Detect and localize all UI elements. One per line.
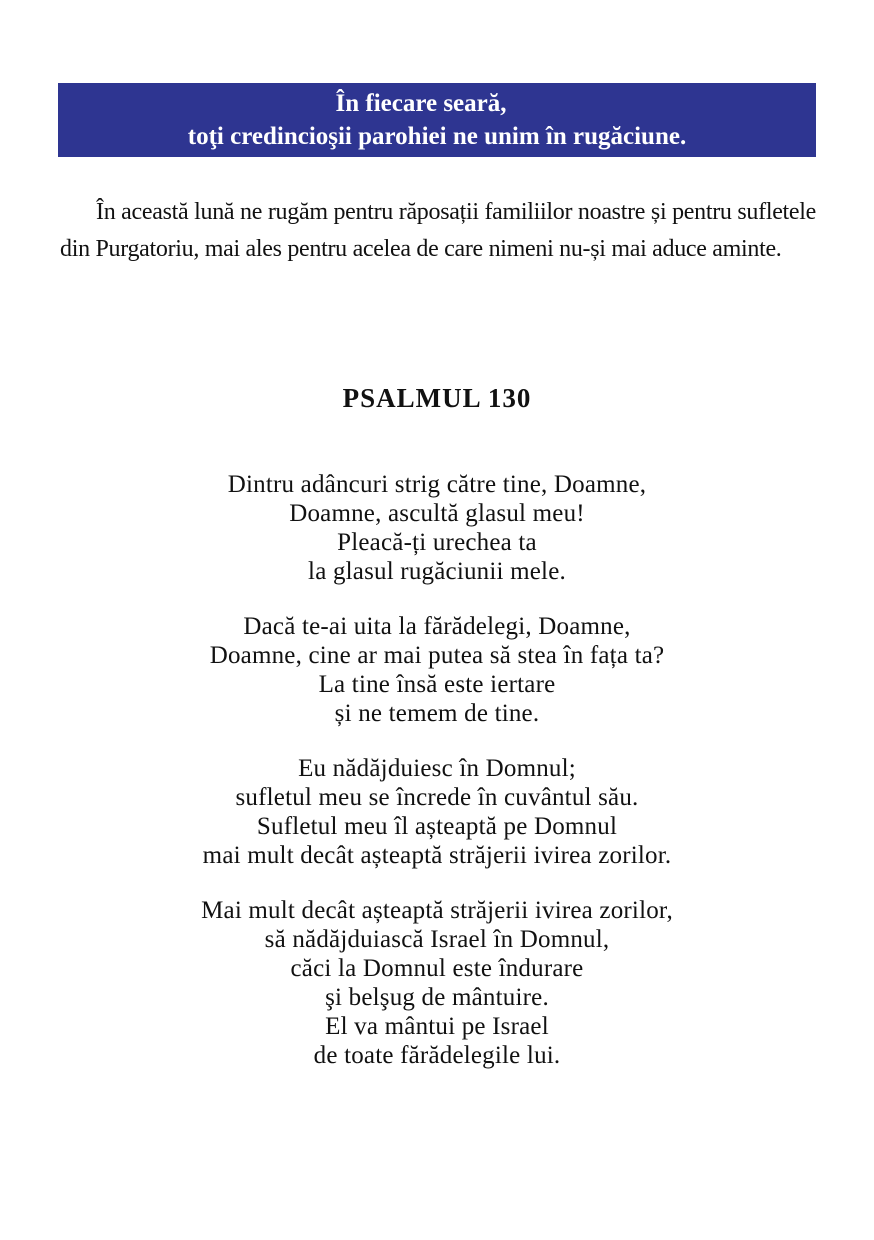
stanza-line: Eu nădăjduiesc în Domnul; <box>298 755 576 782</box>
stanza-line: Sufletul meu îl așteaptă pe Domnul <box>256 813 618 840</box>
stanza-line: de toate fărădelegile lui. <box>313 1042 561 1069</box>
stanza-line: Doamne, ascultă glasul meu! <box>289 500 585 527</box>
psalm-stanza-2 <box>0 612 874 728</box>
stanza-line: Dintru adâncuri strig către tine, Doamne, <box>227 471 647 498</box>
banner-line-2: toţi credincioşii parohiei ne unim în rugăciune. <box>187 123 687 150</box>
intro-paragraph: În această lună ne rugăm pentru răposații familiilor noastre și pentru sufletele din Purgatoriu, mai ales pentru acelea de care nimeni nu-și mai aduce aminte. <box>60 199 816 262</box>
stanza-line: Pleacă-ți urechea ta <box>337 529 537 556</box>
psalm-stanza-4 <box>0 896 874 1070</box>
header-banner <box>58 83 816 157</box>
stanza-line: Doamne, cine ar mai putea să stea în fața ta? <box>209 642 665 669</box>
stanza-line: căci la Domnul este îndurare <box>290 955 584 982</box>
psalm-title: PSALMUL 130 <box>342 383 532 413</box>
banner-line-1: În fiecare seară, <box>335 90 507 117</box>
psalm-stanza-3 <box>0 754 874 870</box>
stanza-line: și ne temem de tine. <box>334 700 540 727</box>
stanza-line: El va mântui pe Israel <box>325 1013 549 1040</box>
stanza-line: la glasul rugăciunii mele. <box>308 558 566 585</box>
stanza-line: mai mult decât așteaptă străjerii ivirea zorilor. <box>202 842 672 869</box>
stanza-line: să nădăjduiască Israel în Domnul, <box>264 926 610 953</box>
stanza-line: Mai mult decât așteaptă străjerii ivirea zorilor, <box>201 897 673 924</box>
psalm-stanza-1 <box>0 470 874 586</box>
stanza-line: şi belşug de mântuire. <box>325 984 549 1011</box>
stanza-line: Dacă te-ai uita la fărădelegi, Doamne, <box>243 613 631 640</box>
stanza-line: sufletul meu se încrede în cuvântul său. <box>235 784 639 811</box>
stanza-line: La tine însă este iertare <box>318 671 556 698</box>
